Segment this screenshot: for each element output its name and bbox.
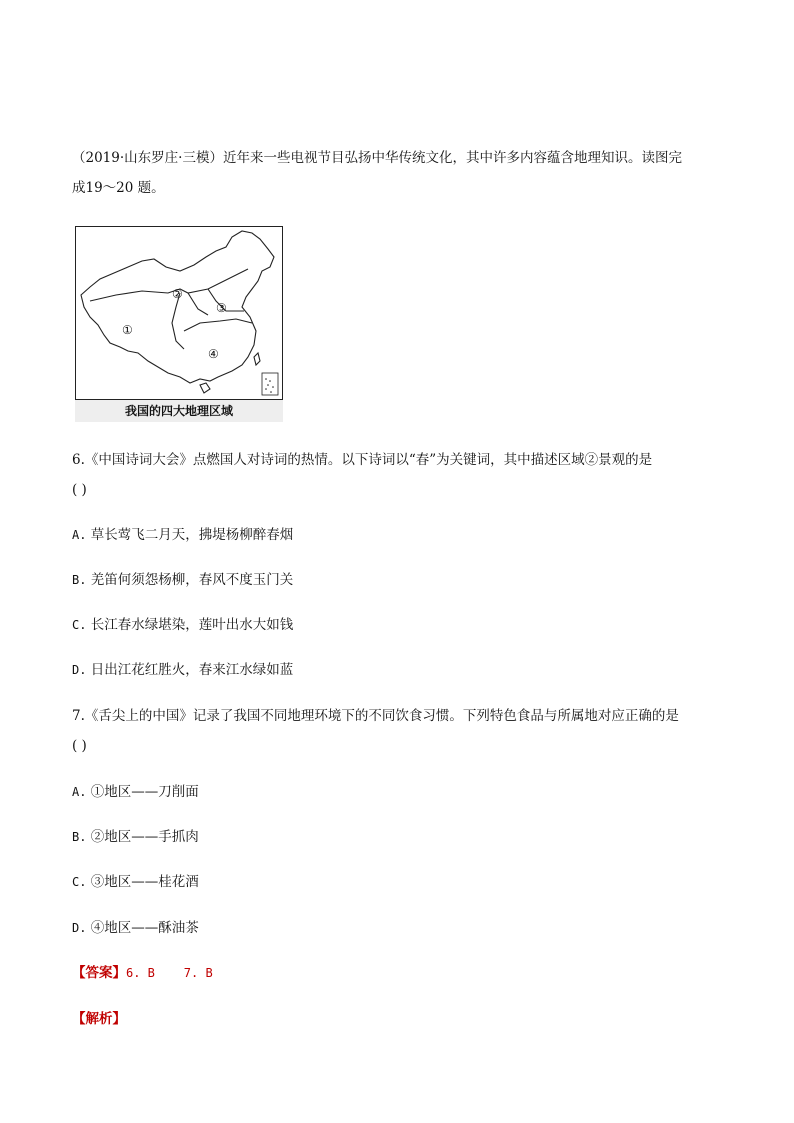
analysis-label: 【解析】 bbox=[72, 1011, 126, 1027]
q7-option-a bbox=[72, 782, 199, 802]
region-4-label: ④ bbox=[208, 347, 219, 361]
option-text: ③地区——桂花酒 bbox=[90, 874, 199, 890]
option-letter: B. bbox=[72, 573, 87, 587]
option-text: ④地区——酥油茶 bbox=[90, 920, 199, 936]
option-letter: C. bbox=[72, 875, 87, 889]
intro-line-1: （2019·山东罗庄·三模）近年来一些电视节目弘扬中华传统文化，其中许多内容蕴含地理知识。读图完 bbox=[72, 150, 682, 166]
option-text: 草长莺飞二月天，拂堤杨柳醉春烟 bbox=[90, 527, 294, 543]
option-letter: A. bbox=[72, 785, 87, 799]
answer-label: 【答案】 bbox=[72, 965, 126, 981]
region-3-label: ③ bbox=[216, 301, 227, 315]
map-caption: 我国的四大地理区域 bbox=[75, 400, 283, 422]
option-text: 羌笛何须怨杨柳，春风不度玉门关 bbox=[90, 572, 294, 588]
option-text: 长江春水绿堪染，莲叶出水大如钱 bbox=[90, 617, 294, 633]
answer-value: 6. B 7. B bbox=[126, 966, 213, 980]
q7-paren: ( ) bbox=[72, 738, 87, 754]
q6-option-c bbox=[72, 615, 293, 635]
answer-line bbox=[72, 963, 213, 983]
q6-option-b bbox=[72, 570, 293, 590]
q7-option-b bbox=[72, 827, 199, 847]
q7-option-c bbox=[72, 872, 199, 892]
option-text: 日出江花红胜火，春来江水绿如蓝 bbox=[90, 662, 294, 678]
intro-line-2: 成19～20 题。 bbox=[72, 180, 165, 196]
region-1-label: ① bbox=[122, 323, 133, 337]
q6-option-a bbox=[72, 525, 293, 545]
q6-stem: 6.《中国诗词大会》点燃国人对诗词的热情。以下诗词以“春”为关键词，其中描述区域②景观的是 bbox=[72, 452, 653, 468]
option-text: ①地区——刀削面 bbox=[90, 784, 199, 800]
option-letter: A. bbox=[72, 528, 87, 542]
option-text: ②地区——手抓肉 bbox=[90, 829, 199, 845]
china-map-outline bbox=[76, 227, 282, 399]
region-2-label: ② bbox=[172, 287, 183, 301]
option-letter: B. bbox=[72, 830, 87, 844]
option-letter: D. bbox=[72, 663, 87, 677]
q7-stem: 7.《舌尖上的中国》记录了我国不同地理环境下的不同饮食习惯。下列特色食品与所属地对应正确的是 bbox=[72, 708, 679, 724]
option-letter: C. bbox=[72, 618, 87, 632]
q7-option-d bbox=[72, 918, 199, 938]
q6-option-d bbox=[72, 660, 293, 680]
q6-paren: ( ) bbox=[72, 482, 87, 498]
china-regions-map bbox=[75, 226, 283, 400]
option-letter: D. bbox=[72, 921, 87, 935]
